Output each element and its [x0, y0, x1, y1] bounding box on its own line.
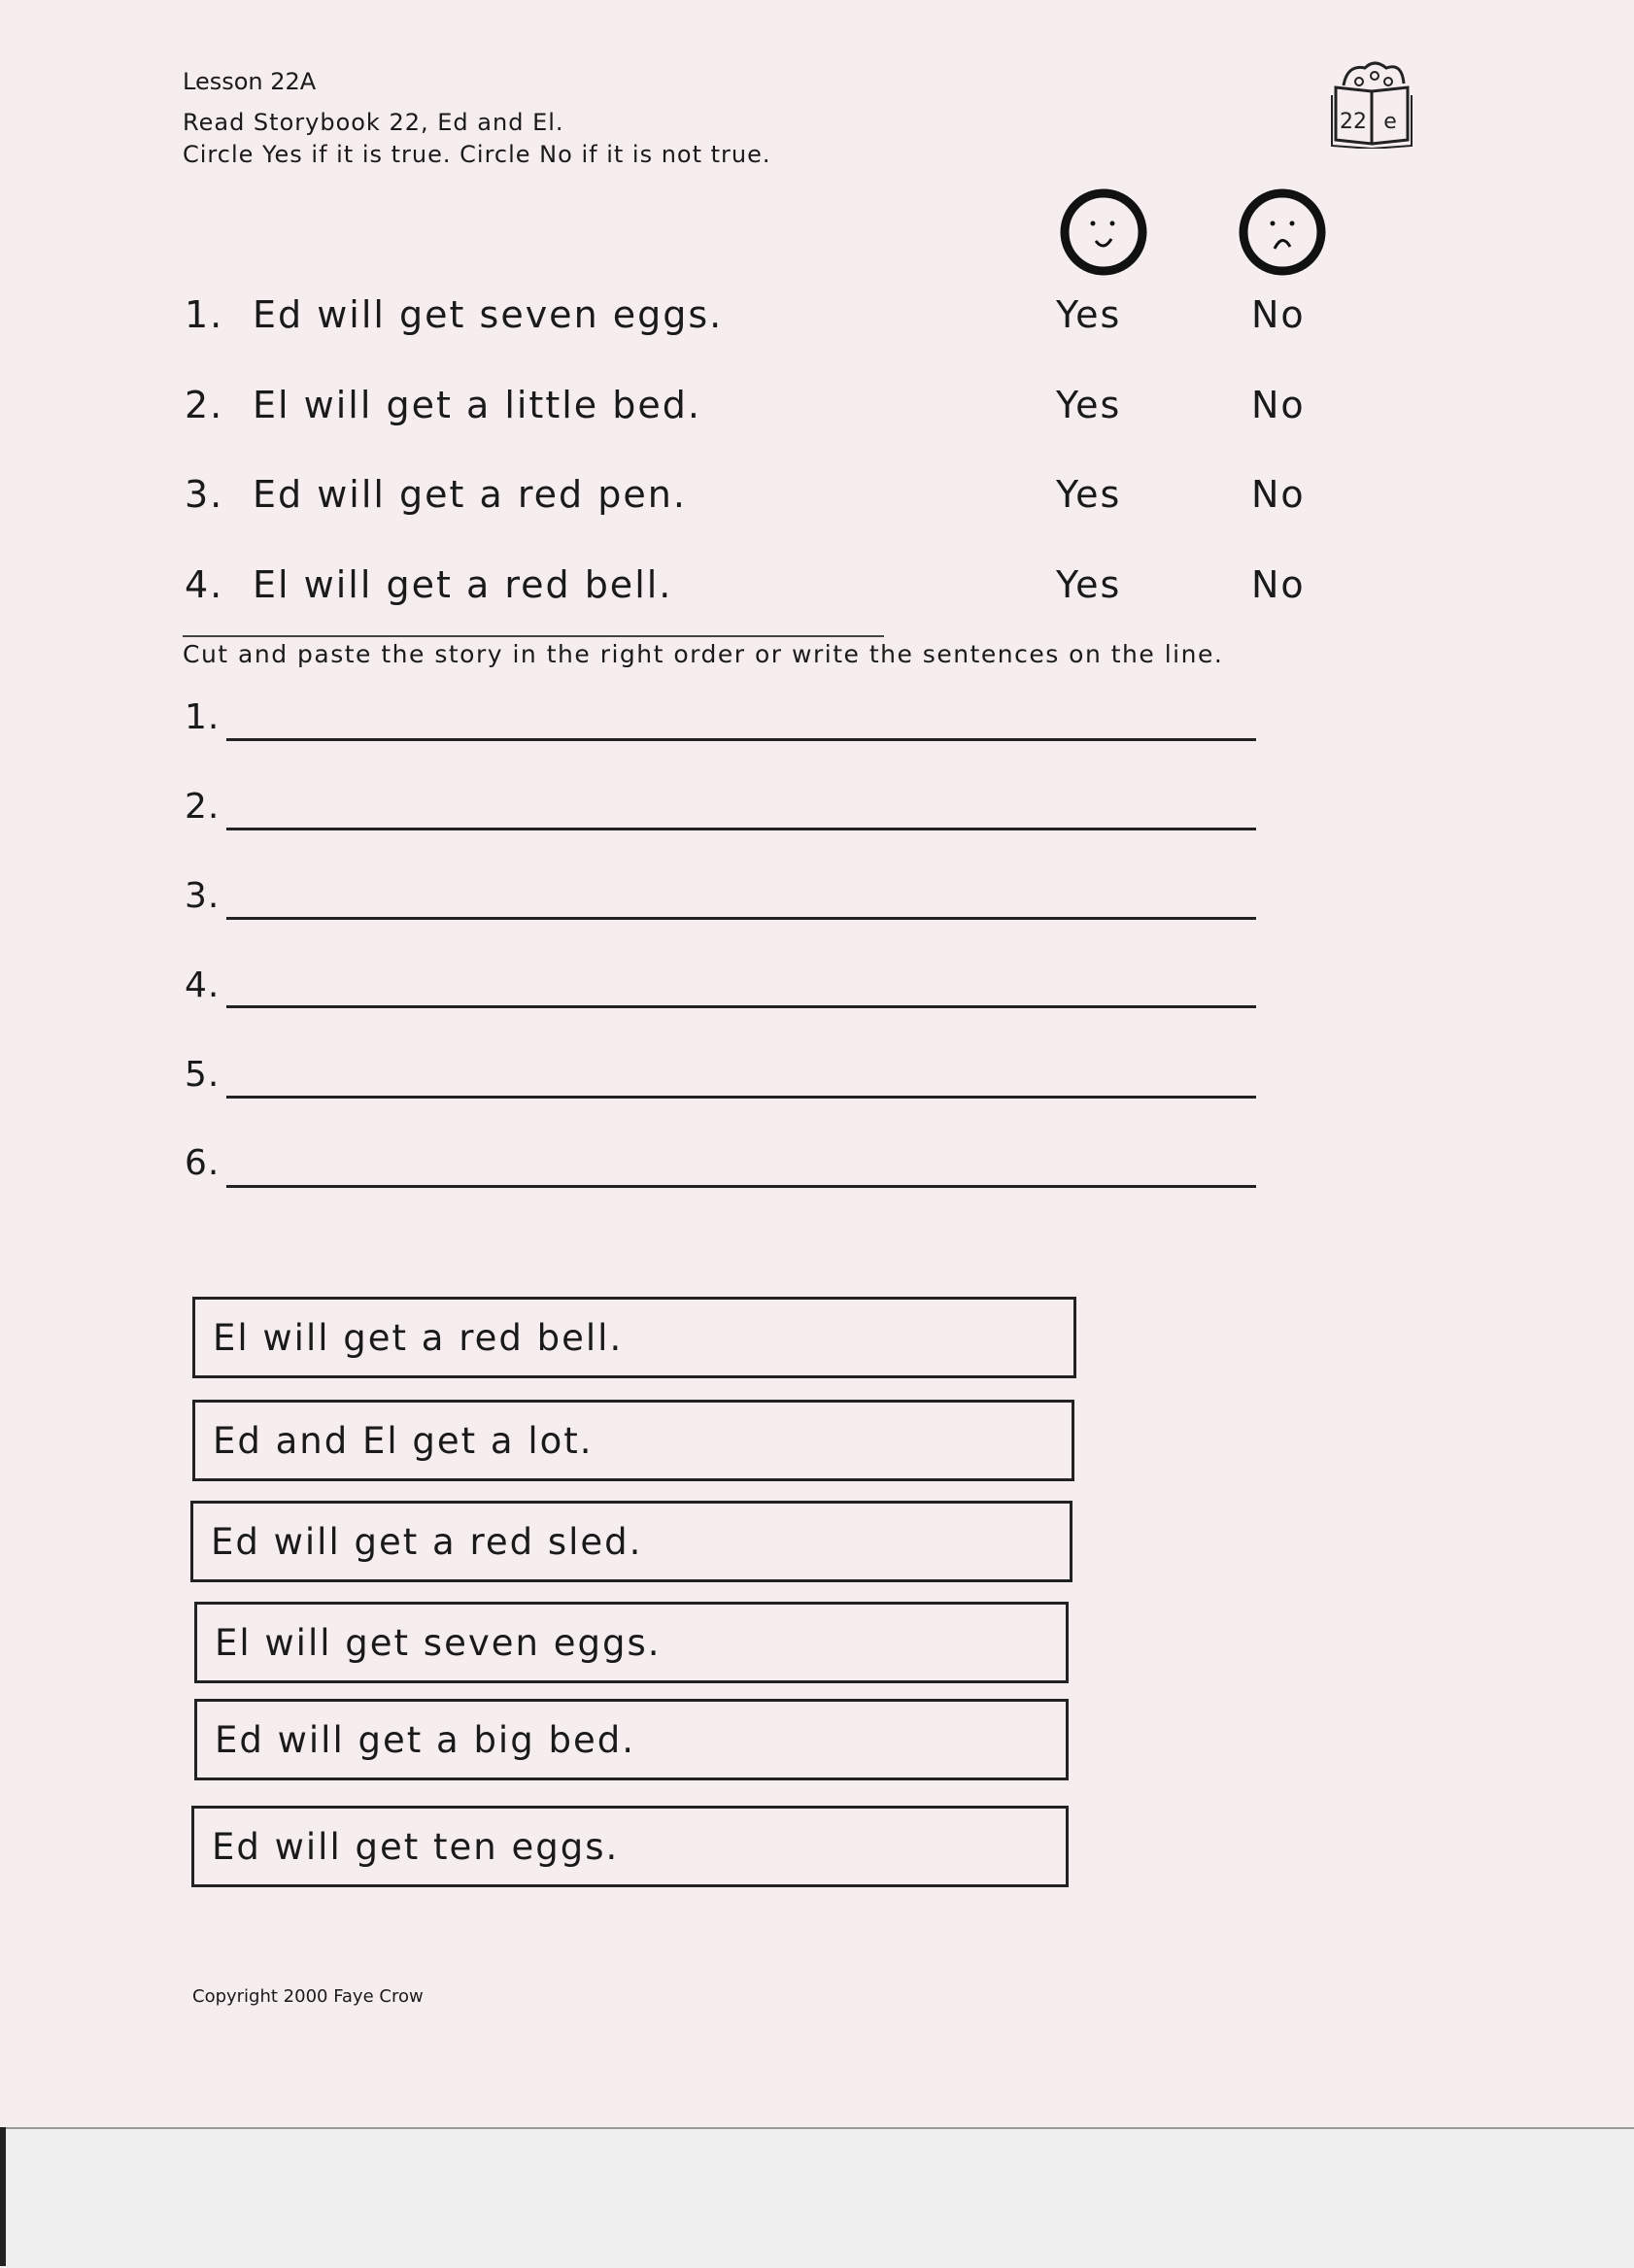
yes-option[interactable]: Yes [1056, 384, 1122, 426]
page-edge-shadow [0, 2127, 6, 2266]
frowny-face-icon [1238, 187, 1327, 277]
yes-option[interactable]: Yes [1056, 293, 1122, 336]
storybook-icon [1326, 56, 1418, 149]
storybook-number: 22 [1340, 110, 1367, 134]
lesson-title: Lesson 22A [183, 68, 317, 95]
question-text: Ed will get a red pen. [253, 473, 687, 516]
question-text: El will get a red bell. [253, 563, 673, 606]
circle-instruction: Circle Yes if it is true. Circle No if it is not true. [183, 141, 771, 168]
question-number: 4. [185, 563, 224, 606]
sentence-strip[interactable]: Ed will get a big bed. [194, 1699, 1069, 1780]
no-option[interactable]: No [1251, 473, 1306, 516]
scanner-background [0, 2127, 1634, 2268]
line-number: 4. [185, 965, 221, 1005]
line-number: 1. [185, 697, 221, 737]
storybook-letter: e [1383, 110, 1397, 134]
answer-line[interactable] [226, 828, 1256, 830]
sentence-strip[interactable]: El will get seven eggs. [194, 1602, 1069, 1683]
answer-line[interactable] [226, 1005, 1256, 1008]
line-number: 2. [185, 787, 221, 827]
answer-line[interactable] [226, 917, 1256, 920]
no-option[interactable]: No [1251, 384, 1306, 426]
answer-line[interactable] [226, 1185, 1256, 1188]
question-number: 2. [185, 384, 224, 426]
copyright-notice: Copyright 2000 Faye Crow [192, 1986, 424, 2007]
question-number: 1. [185, 293, 224, 336]
sentence-strip[interactable]: Ed and El get a lot. [192, 1400, 1074, 1481]
sentence-strip[interactable]: El will get a red bell. [192, 1297, 1076, 1378]
answer-line[interactable] [226, 1096, 1256, 1099]
sentence-strip[interactable]: Ed will get a red sled. [190, 1501, 1072, 1582]
question-number: 3. [185, 473, 224, 516]
answer-line[interactable] [226, 738, 1256, 741]
line-number: 5. [185, 1055, 221, 1095]
no-option[interactable]: No [1251, 293, 1306, 336]
question-text: Ed will get seven eggs. [253, 293, 724, 336]
cut-instruction: Cut and paste the story in the right order or write the sentences on the line. [183, 640, 1224, 668]
line-number: 3. [185, 876, 221, 916]
smiley-face-icon [1059, 187, 1148, 277]
no-option[interactable]: No [1251, 563, 1306, 606]
section-divider [183, 635, 884, 637]
sentence-strip[interactable]: Ed will get ten eggs. [191, 1806, 1069, 1887]
line-number: 6. [185, 1143, 221, 1183]
read-instruction: Read Storybook 22, Ed and El. [183, 109, 564, 136]
question-text: El will get a little bed. [253, 384, 701, 426]
yes-option[interactable]: Yes [1056, 473, 1122, 516]
yes-option[interactable]: Yes [1056, 563, 1122, 606]
